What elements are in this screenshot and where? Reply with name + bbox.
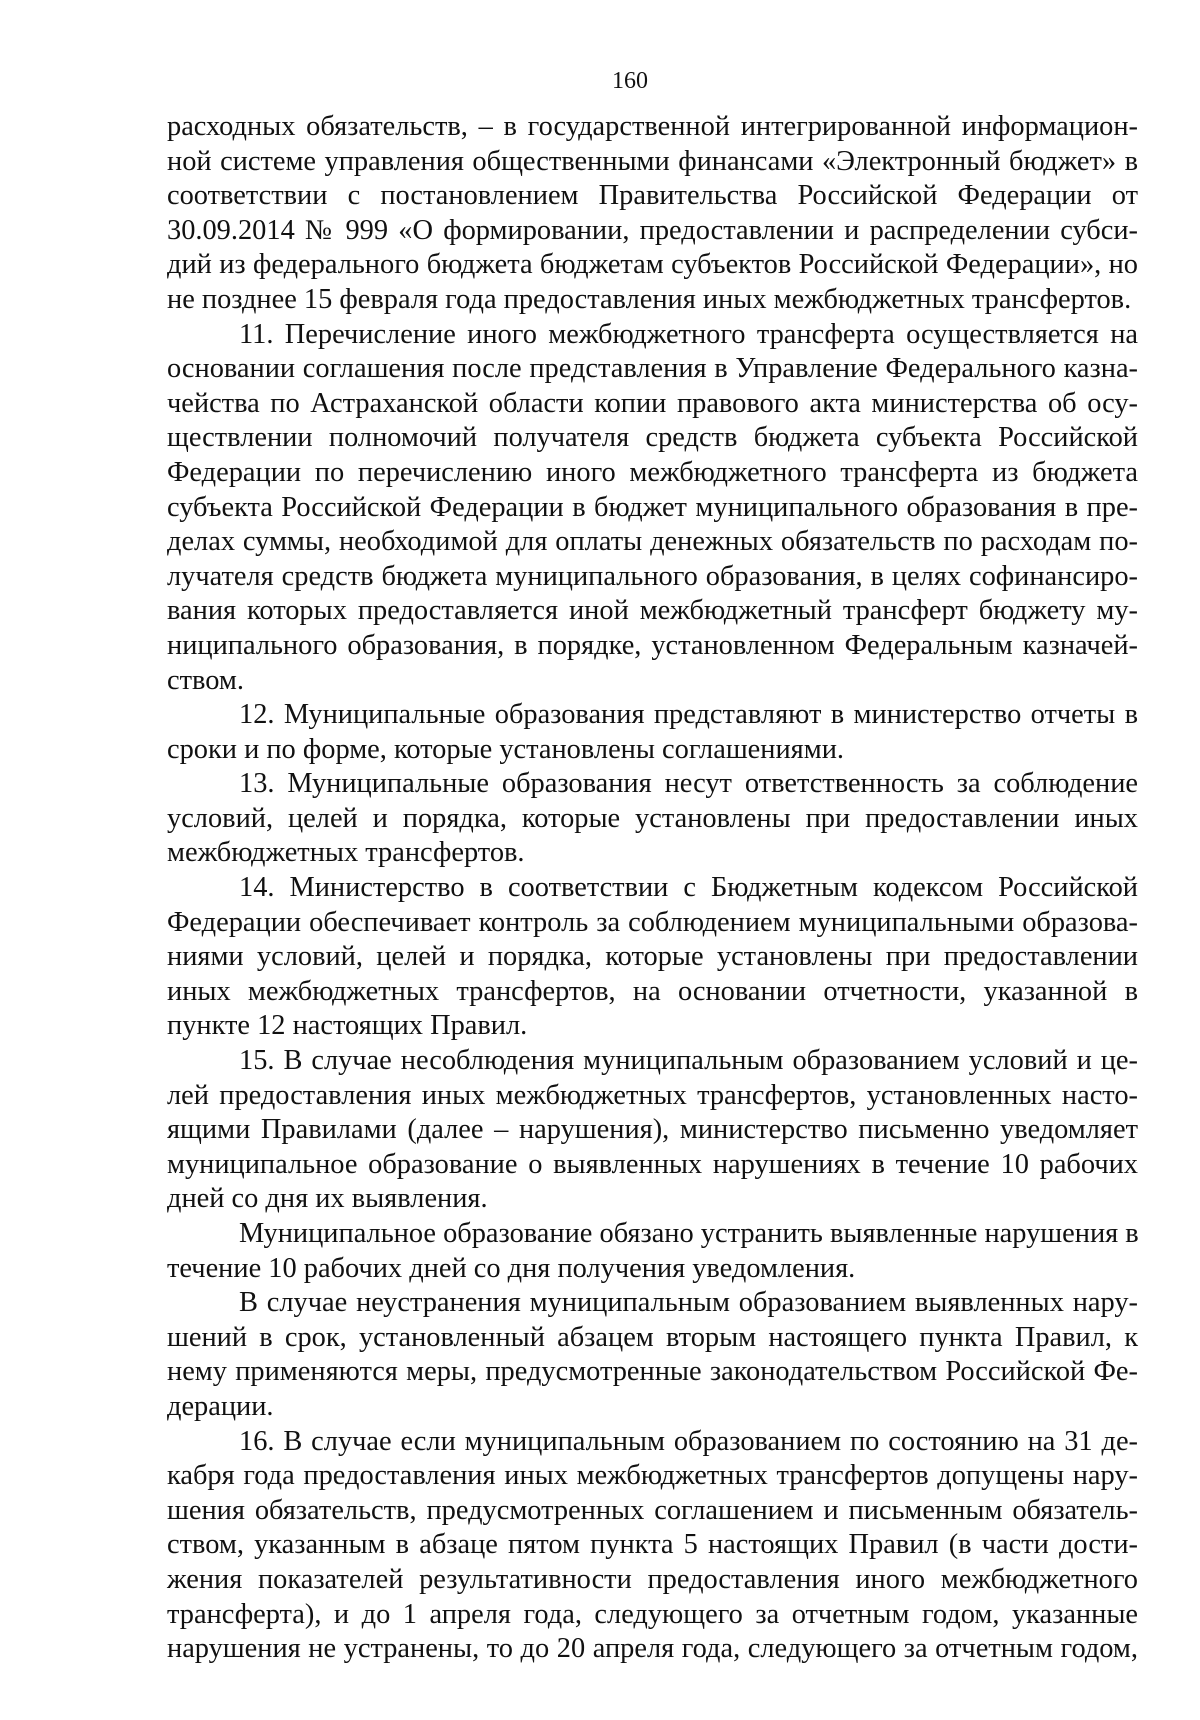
text-line: нему применяются меры, предусмотренные законодательством Российской Фе-: [167, 1356, 1138, 1388]
text-line: ством, указанным в абзаце пятом пункта 5 настоящих Правил (в части дости-: [167, 1529, 1138, 1561]
paragraph: [167, 1044, 1138, 1217]
text-line: ной системе управления общественными финансами «Электронный бюджет» в: [167, 145, 1138, 177]
text-line: вания которых предоставляется иной межбюджетный трансферт бюджету му-: [167, 595, 1138, 627]
text-line: 16. В случае если муниципальным образованием по состоянию на 31 де-: [239, 1425, 1138, 1457]
text-line: соответствии с постановлением Правительства Российской Федерации от: [167, 180, 1138, 212]
text-line: Муниципальное образование обязано устранить выявленные нарушения в: [239, 1218, 1139, 1249]
text-line: расходных обязательств, – в государственной интегрированной информацион-: [167, 111, 1138, 142]
text-line: шений в срок, установленный абзацем вторым настоящего пункта Правил, к: [167, 1321, 1138, 1353]
text-line: жения показателей результативности предоставления иного межбюджетного: [167, 1563, 1138, 1595]
text-line: течение 10 рабочих дней со дня получения уведомления.: [167, 1252, 856, 1284]
text-line: кабря года предоставления иных межбюджетных трансфертов допущены нару-: [167, 1460, 1138, 1492]
text-line: трансферта), и до 1 апреля года, следующего за отчетным годом, указанные: [167, 1598, 1138, 1630]
text-line: В случае неустранения муниципальным образованием выявленных нару-: [239, 1287, 1138, 1319]
text-line: нарушения не устранены, то до 20 апреля года, следующего за отчетным годом,: [167, 1633, 1138, 1665]
text-line: Федерации обеспечивает контроль за соблюдением муниципальными образова-: [167, 906, 1138, 938]
text-line: дерации.: [167, 1390, 274, 1422]
text-line: ществлении полномочий получателя средств бюджета субъекта Российской: [167, 422, 1138, 454]
page-number: 160: [612, 68, 648, 94]
text-line: ниципального образования, в порядке, установленном Федеральным казначей-: [167, 629, 1138, 661]
paragraph: [167, 110, 1138, 318]
text-line: ством.: [167, 664, 244, 696]
paragraph: [167, 698, 1138, 767]
text-line: иных межбюджетных трансфертов, на основании отчетности, указанной в: [167, 975, 1138, 1007]
text-line: ящими Правилами (далее – нарушения), министерство письменно уведомляет: [167, 1114, 1138, 1146]
text-line: шения обязательств, предусмотренных соглашением и письменным обязатель-: [167, 1494, 1138, 1526]
body-text: [167, 110, 1138, 1667]
text-line: лучателя средств бюджета муниципального образования, в целях софинансиро-: [167, 560, 1138, 592]
text-line: чейства по Астраханской области копии правового акта министерства об осу-: [167, 387, 1138, 419]
text-line: основании соглашения после представления в Управление Федерального казна-: [167, 353, 1138, 385]
paragraph: [167, 871, 1138, 1044]
text-line: сроки и по форме, которые установлены соглашениями.: [167, 733, 844, 765]
text-line: 15. В случае несоблюдения муниципальным образованием условий и це-: [239, 1045, 1138, 1077]
text-line: межбюджетных трансфертов.: [167, 837, 525, 869]
text-line: Федерации по перечислению иного межбюджетного трансферта из бюджета: [167, 456, 1138, 488]
text-line: 13. Муниципальные образования несут ответственность за соблюдение: [239, 768, 1138, 800]
text-line: субъекта Российской Федерации в бюджет муниципального образования в пре-: [167, 491, 1138, 523]
text-line: 30.09.2014 № 999 «О формировании, предоставлении и распределении субси-: [167, 214, 1138, 246]
text-line: дий из федерального бюджета бюджетам субъектов Российской Федерации», но: [167, 249, 1138, 281]
text-line: 14. Министерство в соответствии с Бюджетным кодексом Российской: [239, 872, 1138, 904]
paragraph: [167, 318, 1138, 699]
text-line: делах суммы, необходимой для оплаты денежных обязательств по расходам по-: [167, 526, 1138, 558]
text-line: дней со дня их выявления.: [167, 1183, 488, 1215]
paragraph: [167, 1286, 1138, 1424]
text-line: ниями условий, целей и порядка, которые установлены при предоставлении: [167, 941, 1138, 973]
text-line: лей предоставления иных межбюджетных трансфертов, установленных насто-: [167, 1079, 1138, 1111]
paragraph: [167, 1425, 1138, 1667]
paragraph: [167, 1217, 1138, 1286]
text-line: 12. Муниципальные образования представляют в министерство отчеты в: [239, 699, 1138, 731]
text-line: не позднее 15 февраля года предоставления иных межбюджетных трансфертов.: [167, 283, 1132, 315]
paragraph: [167, 767, 1138, 871]
text-line: пункте 12 настоящих Правил.: [167, 1010, 528, 1042]
text-line: условий, целей и порядка, которые установлены при предоставлении иных: [167, 802, 1138, 834]
text-line: 11. Перечисление иного межбюджетного трансферта осуществляется на: [239, 318, 1138, 350]
text-line: муниципальное образование о выявленных нарушениях в течение 10 рабочих: [167, 1148, 1138, 1180]
